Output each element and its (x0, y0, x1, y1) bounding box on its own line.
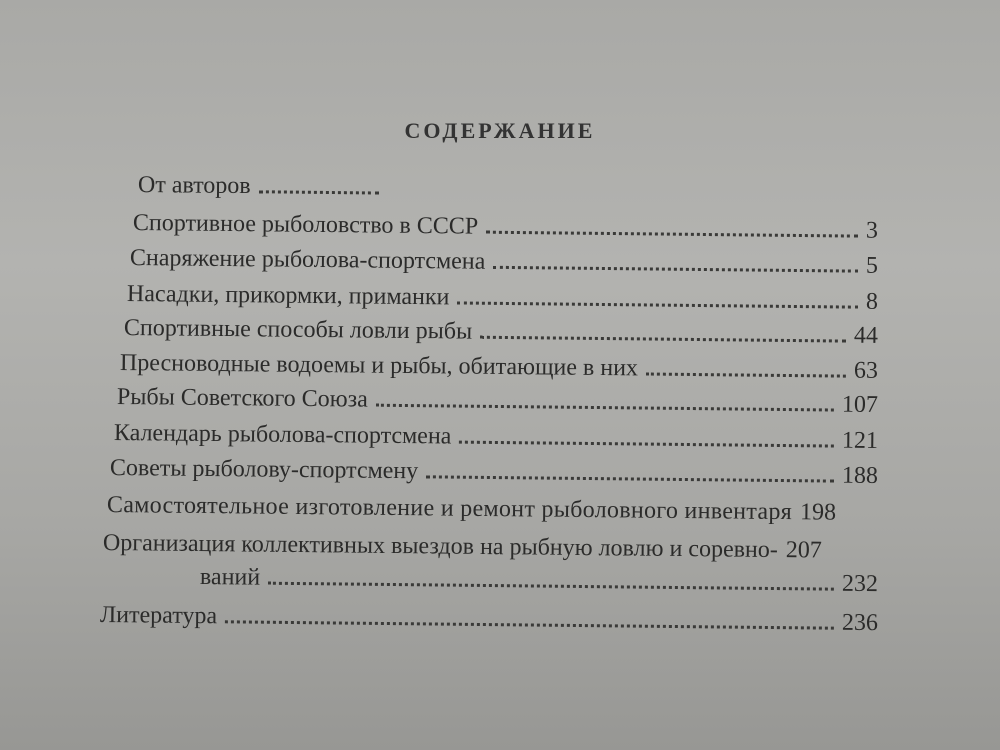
toc-entry-page: 107 (841, 391, 879, 418)
dot-leader (486, 231, 858, 238)
toc-entry-page: 8 (865, 288, 879, 315)
dot-leader (480, 336, 846, 343)
toc-entry-label: Литература (99, 602, 218, 630)
dot-leader (259, 190, 379, 194)
toc-entry-page: 63 (853, 357, 879, 384)
toc-entry-label: Спортивное рыболовство в СССР (132, 210, 479, 240)
toc-entry-label: Спортивные способы ловли рыбы (123, 315, 473, 345)
toc-entry-label: ваний (199, 564, 261, 591)
dot-leader (646, 373, 846, 378)
dot-leader (493, 266, 858, 273)
dot-leader (426, 475, 834, 482)
toc-entry-label: Снаряжение рыболова-спортсмена (129, 245, 486, 275)
toc-entry (107, 486, 878, 528)
toc-entry-label: Советы рыболову-спортсмену (109, 455, 419, 485)
toc-heading: СОДЕРЖАНИЕ (404, 118, 596, 143)
toc-entry-label: Календарь рыболова-спортсмена (113, 420, 452, 450)
toc-entry-page: 198 (799, 499, 837, 526)
toc-entry-label: Организация коллективных выездов на рыбную ловлю и соревно- (102, 530, 778, 564)
dot-leader (225, 620, 834, 629)
toc-entry-page: 44 (853, 322, 879, 349)
toc-entry-page: 188 (841, 462, 879, 490)
toc-entry (138, 166, 878, 208)
toc-entry (117, 378, 878, 420)
dot-leader (376, 404, 834, 412)
dot-leader (268, 582, 834, 591)
toc-entry-page: 207 (785, 537, 822, 564)
dot-leader (459, 441, 834, 448)
toc-entry (100, 596, 878, 638)
toc-entry-label: Самостоятельное изготовление и ремонт рыболовного инвентаря (106, 492, 793, 526)
toc-entry (110, 449, 878, 491)
toc-entry-label: Рыбы Советского Союза (116, 384, 368, 413)
toc-entry-page: 121 (841, 427, 879, 454)
toc-entry-label: Пресноводные водоемы и рыбы, обитающие в них (119, 350, 639, 382)
toc-entry-label: От авторов (137, 172, 251, 200)
toc-entry-page: 232 (841, 570, 879, 598)
toc-entry-page: 236 (841, 609, 879, 637)
toc-entry-page: 5 (865, 252, 879, 279)
toc-entry-label: Насадки, прикормки, приманки (126, 281, 450, 311)
toc-entry (130, 239, 878, 281)
toc-entry-page: 3 (865, 217, 879, 244)
dot-leader (457, 301, 858, 308)
toc-entry-continuation (200, 558, 878, 599)
